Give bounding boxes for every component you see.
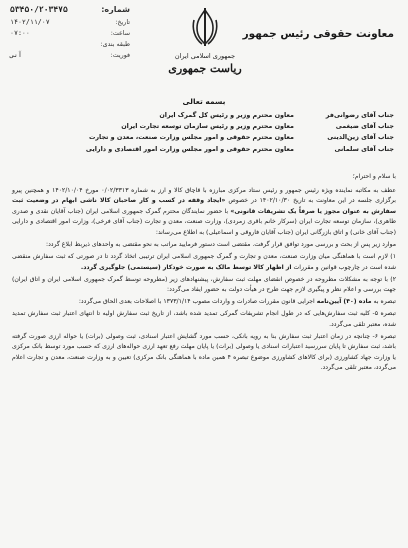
addressee-title: معاون محترم حقوقی و امور مجلس وزارت صنعت، معدن و تجارت — [88, 133, 294, 142]
letter-meta — [10, 4, 130, 61]
paragraph-item-2: ۲) با توجه به مشکلات مطروحه در خصوص انقضای مهلت ثبت سفارش، پیشنهادهای زیر (مطروحه توسط گمرک جمهوری اسلامی ایران و اتاق ایران) جهت بررسی و اعلام نظر و پیگیری لازم جهت طرح در هیأت دولت به حضور ایفاد می‌گردد: — [12, 275, 396, 294]
letter-body — [12, 172, 396, 375]
addressee-name: جناب آقای ضیغمی — [335, 122, 394, 131]
article-reference: ماده (۴۰) آیین‌نامه — [316, 298, 372, 306]
date-value: ۱۴۰۲/۱۱/۰۷ — [10, 18, 50, 26]
time-row — [10, 28, 130, 39]
addressee-title: معاون محترم وزیر و رئیس سازمان توسعه تجارت ایران — [121, 122, 294, 131]
paragraph-note-5: تبصره ۵- کلیه ثبت سفارش‌هایی که در طول انجام تشریفات گمرکی تمدید شده باشد، از تاریخ ثبت سفارش اولیه تا انتهای اعتبار ثبت سفارش تمدید شده، معتبر تلقی می‌گردد. — [12, 310, 396, 328]
greeting: با سلام و احترام؛ — [352, 173, 396, 180]
paragraph-text: عطف به مکاتبه نماینده ویژه رئیس جمهور و رئیس ستاد مرکزی مبارزه با قاچاق کالا و ارز به شماره ۰/۰۲/۳۳۱۳ مورخ ۱۴۰۲/۱۰/۰۴ و همچنین پیرو برگزاری جلسه در این معاونت به تاریخ ۱۴۰۲/۱۰/۳۰ در خصوص — [12, 186, 397, 205]
addressee-row — [14, 110, 394, 121]
reference-number-row — [10, 4, 130, 15]
paragraph-note-6: تبصره ۶- چنانچه در زمان اعتبار ثبت سفارش بنا به رویه بانکی، حسب مورد گشایش اعتبار اسنادی، ثبت وصولی (برات) یا حواله ارزی صورت گرفته باشد، ثبت سفارش تا پایان سررسید اعتبارات اسنادی یا وصولی (برات) یا پایان مهلت رفع تعهد ارزی حواله‌های ارزی که حسب مورد توسط بانک مرکزی یا وزارت جهاد کشاورزی (برای کالاهای کشاورزی موضوع تبصره ۴ همین ماده با هماهنگی بانک مرکزی) تعیین و به وزارت صنعت، معدن و تجارت اعلام می‌گردد، معتبر تلقی می‌گردد. — [12, 332, 396, 372]
paragraph-text: تبصره به — [373, 298, 396, 306]
office-title: معاونت حقوقی رئیس جمهور — [242, 28, 394, 40]
addressee-name: جناب آقای رضوانی‌فر — [325, 111, 394, 119]
paragraph-text: با حضور نمایندگان محترم گمرک جمهوری اسلامی ایران (جناب آقایان نقدی و صدری طاهری)، سازمان توسعه تجارت ایران (سرکار خانم باقری زمردی)، وزارت صنعت، معدن و تجارت (جناب آقای فرخی)، وزارت امور اقتصادی و دارایی (جناب آقای خانی) و اتاق بازرگانی ایران (جناب آقایان فاروقی و اسماعیلی) به اطلاع می‌رساند: — [12, 207, 396, 236]
paragraph-reference — [12, 186, 396, 239]
paragraph-item-1 — [12, 252, 396, 273]
priority-label: فوریت: — [110, 52, 130, 59]
priority-value: آنی — [10, 51, 22, 59]
addressee-list — [14, 110, 394, 155]
addressee-name: جناب آقای زین‌الدینی — [327, 133, 394, 142]
reference-label: شماره: — [101, 5, 130, 14]
meeting-subject: «ایجاد وقفه در کسب و کار صاحبان کالا ناشی ابهام در وضعیت ثبت سفارش به عنوان مجوز یا صرفاً یک تشریفات قانونی» — [12, 197, 397, 215]
addressee-name: جناب آقای سلمانی — [334, 144, 394, 153]
government-name: جمهوری اسلامی ایران — [174, 52, 236, 60]
priority-row — [10, 50, 130, 61]
addressee-row — [14, 121, 394, 132]
reference-number: ۵۳۴۵۰/۲۰۳۴۷۵ — [10, 5, 68, 14]
addressee-title: معاون محترم وزیر و رئیس کل گمرک ایران — [159, 111, 294, 119]
addressee-title: معاون محترم حقوقی و امور مجلس وزارت امور اقتصادی و دارایی — [85, 144, 294, 153]
opening-invocation: بسمه تعالی — [182, 97, 226, 106]
paragraph-text: اجرایی قانون مقررات صادرات و واردات مصوب ۱۳۷۳/۱/۱۴ با اصلاحات بعدی الحاق می‌گردد: — [78, 298, 315, 306]
addressee-row — [14, 132, 394, 143]
iran-emblem-icon — [188, 6, 222, 50]
time-value: ۰۷:۰۰ — [10, 29, 30, 37]
paragraph-amendment — [12, 297, 396, 308]
date-label: تاریخ: — [115, 19, 130, 26]
paragraph-agreement: موارد زیر پس از بحث و بررسی مورد توافق قرار گرفت. مقتضی است دستور فرمایید مراتب به نحو مقتضی به واحدهای ذیربط ابلاغ گردد: — [46, 240, 396, 248]
classification-row — [10, 39, 130, 50]
paragraph-text: ۱) لازم است با هماهنگی میان وزارت صنعت، معدن و تجارت و گمرک جمهوری اسلامی ایران ترتیبی اتخاذ گردد تا در صورتی که ثبت سفارش منقضی شده است در چارچوب قوانین و مقررات — [12, 252, 396, 271]
presidency-title: ریاست جمهوری — [168, 62, 242, 75]
addressee-row — [14, 144, 394, 155]
classification-label: طبقه بندی: — [100, 41, 130, 48]
date-row — [10, 17, 130, 28]
time-label: ساعت: — [110, 30, 130, 37]
letterhead — [0, 0, 408, 92]
emphasis-text: از اظهار کالا توسط مالک به صورت خودکار (سیستمی) جلوگیری گردد. — [80, 263, 292, 271]
